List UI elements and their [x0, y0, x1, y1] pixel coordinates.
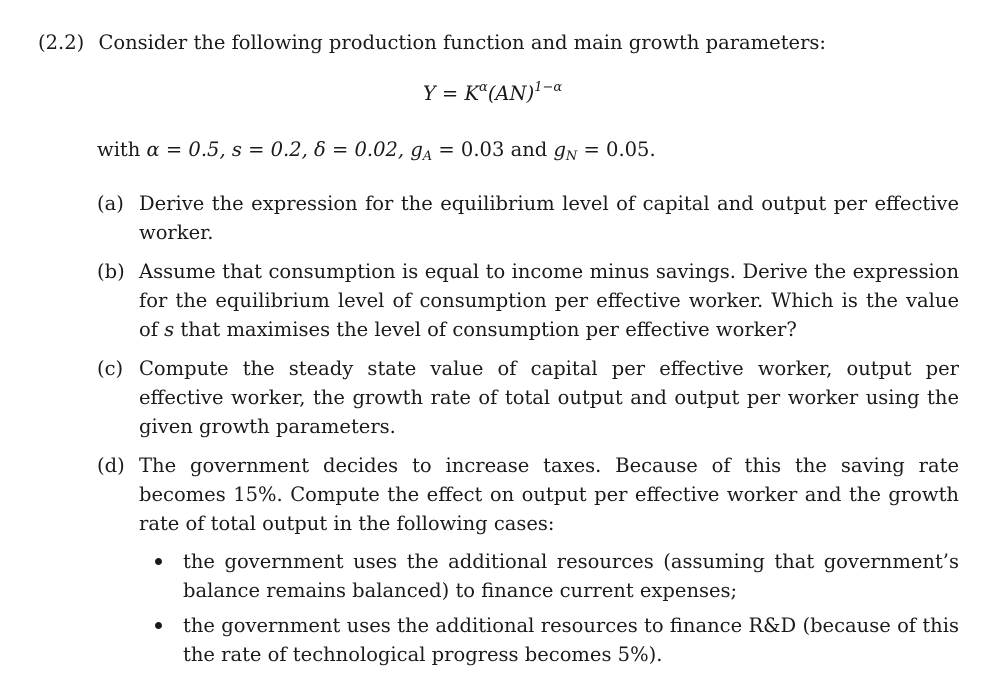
problem-number: (2.2) [38, 31, 85, 54]
part-b-label: (b) [97, 260, 125, 283]
params-with: with [97, 138, 141, 161]
formula-lhs: Y = K [422, 82, 480, 105]
bullet-1-text: the government uses the additional resources (assuming that government’s balance remains balanced) to finance current expenses; [183, 550, 959, 602]
part-a-label: (a) [97, 192, 124, 215]
param-s: s = 0.2, [231, 138, 308, 161]
param-delta: δ = 0.02, [314, 138, 405, 161]
part-d [97, 451, 959, 538]
params-and: and [510, 138, 548, 161]
param-ga-base: g [410, 138, 423, 161]
problem-header [38, 28, 958, 57]
param-alpha: α = 0.5, [146, 138, 226, 161]
part-d-label: (d) [97, 454, 125, 477]
part-c-label: (c) [97, 357, 124, 380]
formula-exponent-one-minus-alpha: 1−α [534, 80, 563, 95]
formula-mid: (AN) [487, 82, 535, 105]
part-b-text [139, 257, 959, 344]
param-gn-value: = 0.05. [583, 138, 656, 161]
part-d-text: The government decides to increase taxes. Because of this the saving rate becomes 15%. Compute the effect on output per effective worker and the growth rate of total output in the following cases: [139, 454, 959, 535]
param-gn-base: g [553, 138, 566, 161]
param-gn-sub: N [565, 149, 578, 164]
production-function-formula [0, 79, 985, 108]
bullet-icon [155, 622, 162, 629]
part-b-var-s: s [164, 318, 175, 341]
part-b-text-1: Assume that consumption is equal to income minus savings. Derive the expression for the equilibrium level of consumption per effective worker. Which is the value of [139, 260, 959, 341]
part-d-bullet-1 [155, 547, 959, 605]
bullet-2-text: the government uses the additional resources to finance R&D (because of this the rate of technological progress becomes 5%). [183, 614, 959, 666]
bullet-icon [155, 558, 162, 565]
param-gn [553, 138, 656, 164]
part-c [97, 354, 959, 441]
part-a [97, 189, 959, 247]
problem-intro: Consider the following production function and main growth parameters: [98, 31, 826, 54]
formula-exponent-alpha: α [479, 80, 488, 95]
part-b [97, 257, 959, 344]
part-c-text: Compute the steady state value of capital per effective worker, output per effective worker, the growth rate of total output and output per worker using the given growth parameters. [139, 357, 959, 438]
part-b-text-2: that maximises the level of consumption per effective worker? [180, 318, 797, 341]
param-ga-sub: A [422, 149, 433, 164]
param-ga-value: = 0.03 [438, 138, 505, 161]
part-a-text: Derive the expression for the equilibrium level of capital and output per effective worker. [139, 192, 959, 244]
parameter-list [97, 135, 656, 164]
param-ga [410, 138, 505, 164]
part-d-bullet-2 [155, 611, 959, 669]
